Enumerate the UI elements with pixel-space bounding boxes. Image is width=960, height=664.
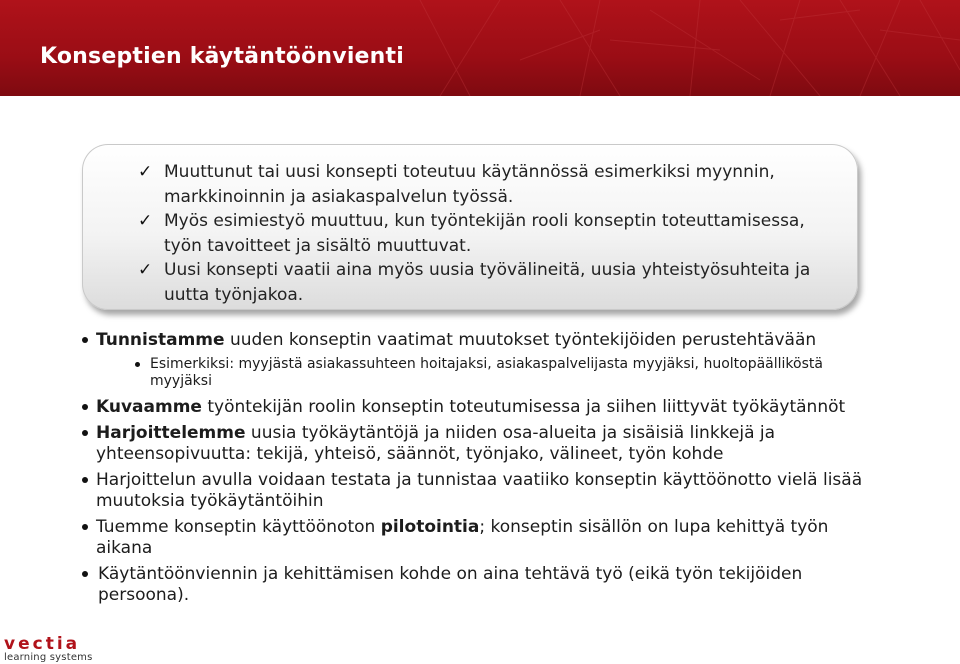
bullet-text-line2: muutoksia työkäytäntöihin (96, 491, 324, 511)
check-list (82, 144, 858, 307)
bullet-dot-icon (82, 477, 88, 483)
bullet-item-tunnistamme (80, 330, 880, 351)
bullet-text: työntekijän roolin konseptin toteutumisessa ja siihen liittyvät työkäytännöt (201, 397, 846, 417)
bullet-text: uusia työkäytäntöjä ja niiden osa-alueita ja sisäisiä linkkejä ja (245, 423, 776, 443)
bullet-dot-icon (82, 430, 88, 436)
page-title: Konseptien käytäntöönvienti (40, 44, 404, 69)
bullet-text-pre: Tuemme konseptin käyttöönoton (96, 517, 381, 537)
bullet-dot-icon (82, 337, 88, 343)
bullet-keyword: Tunnistamme (96, 330, 225, 350)
bullet-keyword: pilotointia (380, 517, 480, 537)
bullet-text-post: ; konseptin sisällön on lupa kehittyä työn (479, 517, 829, 537)
bullet-keyword: Kuvaamme (96, 397, 202, 417)
bullet-item-harjoittelemme (80, 423, 880, 465)
sub-bullet-text-line1: Esimerkiksi: myyjästä asiakassuhteen hoitajaksi, asiakaspalvelijasta myyjäksi, huoltopäälliköstä (150, 356, 823, 372)
check-item-text-line1: Uusi konsepti vaatii aina myös uusia työvälineitä, uusia yhteistyösuhteita ja (164, 260, 811, 280)
bullet-text-line2: aikana (96, 538, 153, 558)
bullet-item-harjoittelun (80, 470, 880, 512)
check-item-text-line1: Muuttunut tai uusi konsepti toteutuu käytännössä esimerkiksi myynnin, (164, 162, 775, 182)
check-icon: ✓ (138, 260, 153, 280)
sub-bullet-dot-icon (135, 362, 140, 367)
check-item-text-line2: uutta työnjakoa. (164, 284, 304, 305)
check-list-item (138, 258, 828, 307)
bullet-item-kaytantoonviennin (80, 564, 880, 606)
sub-bullet-item-example (80, 356, 880, 390)
check-list-item (138, 160, 828, 209)
check-icon: ✓ (138, 211, 153, 231)
check-icon: ✓ (138, 162, 153, 182)
check-item-text-line1: Myös esimiestyö muuttuu, kun työntekijän rooli konseptin toteuttamisessa, (164, 211, 805, 231)
bullet-text-line2: persoona). (98, 585, 190, 605)
bullet-text: uuden konseptin vaatimat muutokset työntekijöiden perustehtävään (224, 330, 817, 350)
bullet-keyword: Harjoittelemme (96, 423, 246, 443)
logo-wordmark: vectia (4, 634, 81, 654)
bullet-dot-icon (82, 571, 88, 577)
title-bar (0, 0, 960, 96)
vectia-logo (4, 634, 94, 664)
bullet-text-line1: Käytäntöönviennin ja kehittämisen kohde on aina tehtävä työ (eikä työn tekijöiden (98, 564, 803, 584)
bullet-item-kuvaamme (80, 397, 880, 418)
sub-bullet-text-line2: myyjäksi (150, 373, 212, 389)
logo-tagline: learning systems (4, 652, 93, 663)
bullet-dot-icon (82, 404, 88, 410)
check-item-text-line2: työn tavoitteet ja sisältö muuttuvat. (164, 235, 472, 256)
check-item-text-line2: markkinoinnin ja asiakaspalvelun työssä. (164, 186, 514, 207)
main-bullet-list (80, 330, 880, 611)
bullet-text-line1: Harjoittelun avulla voidaan testata ja tunnistaa vaatiiko konseptin käyttöönotto vielä lisää (96, 470, 863, 490)
check-list-item (138, 209, 828, 258)
bullet-item-tuemme (80, 517, 880, 559)
bullet-text-line2: yhteensopivuutta: tekijä, yhteisö, säännöt, työnjako, välineet, työn kohde (96, 444, 724, 464)
summary-callout-box (82, 144, 858, 310)
bullet-dot-icon (82, 524, 88, 530)
